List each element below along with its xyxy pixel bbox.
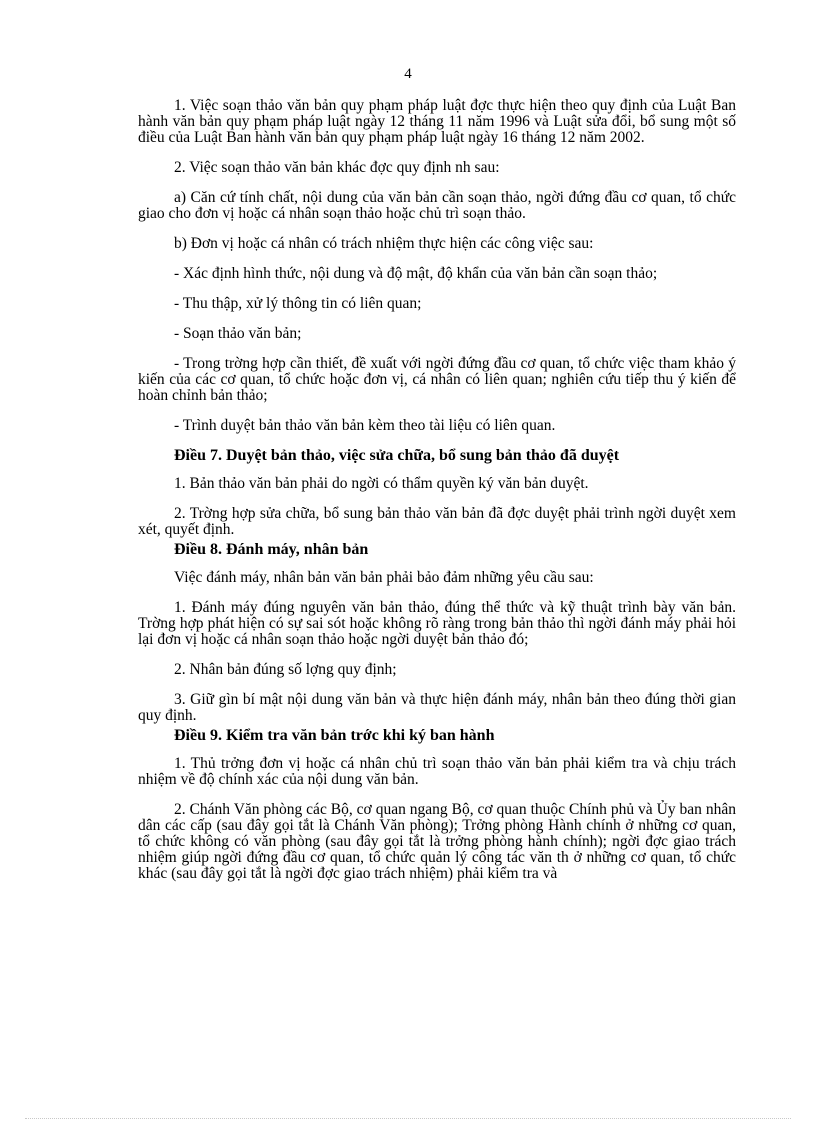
- list-item: - Xác định hình thức, nội dung và độ mật, độ khẩn của văn bản cần soạn thảo;: [174, 265, 658, 282]
- list-item: - Trong trờng hợp cần thiết, đề xuất với ngời đứng đầu cơ quan, tổ chức việc tham khảo ý kiến của các cơ quan, tổ chức hoặc đơn vị, cá nhân có liên quan; nghiên cứu tiếp thu ý kiến để hoàn chỉnh bản thảo;: [138, 355, 736, 404]
- paragraph: 2. Nhân bản đúng số lợng quy định;: [174, 661, 397, 678]
- paragraph: 1. Thủ trởng đơn vị hoặc cá nhân chủ trì soạn thảo văn bản phải kiểm tra và chịu trách nhiệm về độ chính xác của nội dung văn bản.: [138, 755, 736, 788]
- paragraph: 1. Việc soạn thảo văn bản quy phạm pháp luật đợc thực hiện theo quy định của Luật Ban hành văn bản quy phạm pháp luật ngày 12 tháng 11 năm 1996 và Luật sửa đổi, bổ sung một số điều của Luật Ban hành văn bản quy phạm pháp luật ngày 16 tháng 12 năm 2002.: [138, 97, 736, 146]
- paragraph: Việc đánh máy, nhân bản văn bản phải bảo đảm những yêu cầu sau:: [174, 569, 594, 586]
- list-item: - Thu thập, xử lý thông tin có liên quan;: [174, 295, 422, 312]
- paragraph: a) Căn cứ tính chất, nội dung của văn bản cần soạn thảo, ngời đứng đầu cơ quan, tổ chức giao cho đơn vị hoặc cá nhân soạn thảo hoặc chủ trì soạn thảo.: [138, 189, 736, 222]
- page-bottom-divider: [25, 1118, 791, 1119]
- page-number: 4: [404, 66, 412, 82]
- paragraph: 1. Đánh máy đúng nguyên văn bản thảo, đúng thể thức và kỹ thuật trình bày văn bản. Trờng hợp phát hiện có sự sai sót hoặc không rõ ràng trong bản thảo thì ngời đánh máy phải hỏi lại đơn vị hoặc cá nhân soạn thảo hoặc ngời duyệt bản thảo đó;: [138, 599, 736, 648]
- paragraph: 2. Việc soạn thảo văn bản khác đợc quy định nh sau:: [174, 159, 500, 176]
- list-item: - Trình duyệt bản thảo văn bản kèm theo tài liệu có liên quan.: [174, 417, 556, 434]
- paragraph: b) Đơn vị hoặc cá nhân có trách nhiệm thực hiện các công việc sau:: [174, 235, 594, 252]
- document-body: [138, 98, 736, 896]
- paragraph: 3. Giữ gìn bí mật nội dung văn bản và thực hiện đánh máy, nhân bản theo đúng thời gian quy định.: [138, 691, 736, 724]
- article-heading-8: Điều 8. Đánh máy, nhân bản: [174, 541, 369, 558]
- list-item: - Soạn thảo văn bản;: [174, 325, 302, 342]
- paragraph: 1. Bản thảo văn bản phải do ngời có thẩm quyền ký văn bản duyệt.: [174, 475, 589, 492]
- article-heading-7: Điều 7. Duyệt bản thảo, việc sửa chữa, bổ sung bản thảo đã duyệt: [174, 447, 620, 464]
- paragraph: 2. Chánh Văn phòng các Bộ, cơ quan ngang Bộ, cơ quan thuộc Chính phủ và Ủy ban nhân dân các cấp (sau đây gọi tắt là Chánh Văn phòng); Trởng phòng Hành chính ở những cơ quan, tổ chức không có văn phòng (sau đây gọi tắt là trởng phòng hành chính); ngời đợc giao trách nhiệm giúp ngời đứng đầu cơ quan, tổ chức quản lý công tác văn th ở những cơ quan, tổ chức khác (sau đây gọi tắt là ngời đợc giao trách nhiệm) phải kiểm tra và: [138, 801, 736, 882]
- paragraph: 2. Trờng hợp sửa chữa, bổ sung bản thảo văn bản đã đợc duyệt phải trình ngời duyệt xem xét, quyết định.: [138, 505, 736, 538]
- article-heading-9: Điều 9. Kiểm tra văn bản trớc khi ký ban hành: [174, 727, 495, 744]
